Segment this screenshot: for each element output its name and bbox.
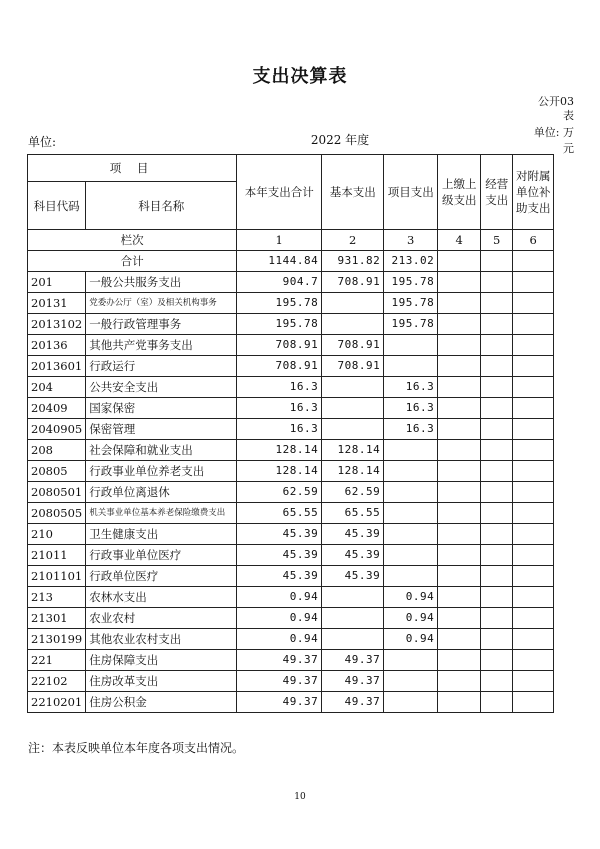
row-basic xyxy=(322,293,384,314)
row-total: 0.94 xyxy=(237,608,322,629)
row-basic xyxy=(322,587,384,608)
row-code: 21301 xyxy=(28,608,86,629)
row-code: 210 xyxy=(28,524,86,545)
table-row xyxy=(28,587,554,608)
row-subsidy xyxy=(513,524,554,545)
row-code: 2040905 xyxy=(28,419,86,440)
row-business xyxy=(481,650,513,671)
table-row xyxy=(28,440,554,461)
header-name: 科目名称 xyxy=(86,182,237,230)
row-upper xyxy=(438,545,481,566)
sum-basic: 931.82 xyxy=(322,251,384,272)
row-code: 2013102 xyxy=(28,314,86,335)
row-project: 195.78 xyxy=(384,314,438,335)
form-code: 公开03 xyxy=(538,95,574,108)
row-project xyxy=(384,545,438,566)
row-name: 行政事业单位医疗 xyxy=(86,545,237,566)
table-row xyxy=(28,356,554,377)
row-name: 其他共产党事务支出 xyxy=(86,335,237,356)
row-business xyxy=(481,356,513,377)
row-subsidy xyxy=(513,272,554,293)
row-basic: 708.91 xyxy=(322,335,384,356)
table-row xyxy=(28,545,554,566)
row-subsidy xyxy=(513,335,554,356)
row-basic: 49.37 xyxy=(322,650,384,671)
row-name: 保密管理 xyxy=(86,419,237,440)
row-business xyxy=(481,398,513,419)
row-total: 62.59 xyxy=(237,482,322,503)
row-subsidy xyxy=(513,398,554,419)
row-name: 行政事业单位养老支出 xyxy=(86,461,237,482)
row-basic: 49.37 xyxy=(322,671,384,692)
row-subsidy xyxy=(513,587,554,608)
header-item: 项 目 xyxy=(28,155,237,182)
row-business xyxy=(481,272,513,293)
header-upper xyxy=(438,155,481,230)
sum-upper xyxy=(438,251,481,272)
row-code: 20805 xyxy=(28,461,86,482)
row-basic: 708.91 xyxy=(322,272,384,293)
row-name: 卫生健康支出 xyxy=(86,524,237,545)
header-code: 科目代码 xyxy=(28,182,86,230)
form-code-suffix: 表 xyxy=(563,109,574,122)
table-row xyxy=(28,293,554,314)
row-total: 708.91 xyxy=(237,335,322,356)
row-code: 2080505 xyxy=(28,503,86,524)
row-basic xyxy=(322,629,384,650)
row-basic xyxy=(322,398,384,419)
row-name: 住房改革支出 xyxy=(86,671,237,692)
table-row xyxy=(28,419,554,440)
row-code: 20136 xyxy=(28,335,86,356)
row-upper xyxy=(438,272,481,293)
sum-subsidy xyxy=(513,251,554,272)
sum-project: 213.02 xyxy=(384,251,438,272)
table-row xyxy=(28,692,554,713)
table-row xyxy=(28,482,554,503)
row-code: 213 xyxy=(28,587,86,608)
row-upper xyxy=(438,293,481,314)
row-business xyxy=(481,314,513,335)
row-total: 708.91 xyxy=(237,356,322,377)
col-number: 4 xyxy=(438,230,481,251)
row-upper xyxy=(438,692,481,713)
row-code: 22102 xyxy=(28,671,86,692)
row-project: 0.94 xyxy=(384,608,438,629)
row-code: 2080501 xyxy=(28,482,86,503)
expenditure-table xyxy=(27,154,554,713)
row-upper xyxy=(438,335,481,356)
row-upper xyxy=(438,650,481,671)
row-subsidy xyxy=(513,314,554,335)
row-total: 195.78 xyxy=(237,314,322,335)
row-basic: 45.39 xyxy=(322,524,384,545)
page-title: 支出决算表 xyxy=(252,66,348,87)
row-total: 0.94 xyxy=(237,629,322,650)
col-number: 2 xyxy=(322,230,384,251)
col-number: 6 xyxy=(513,230,554,251)
row-basic xyxy=(322,419,384,440)
table-row xyxy=(28,629,554,650)
row-total: 195.78 xyxy=(237,293,322,314)
row-project: 195.78 xyxy=(384,272,438,293)
row-code: 2210201 xyxy=(28,692,86,713)
row-name: 农林水支出 xyxy=(86,587,237,608)
row-basic xyxy=(322,314,384,335)
row-total: 49.37 xyxy=(237,671,322,692)
sum-total: 1144.84 xyxy=(237,251,322,272)
row-subsidy xyxy=(513,650,554,671)
table-note: 注：本表反映单位本年度各项支出情况。 xyxy=(28,741,245,755)
header-business xyxy=(481,155,513,230)
row-subsidy xyxy=(513,482,554,503)
row-basic xyxy=(322,608,384,629)
row-total: 16.3 xyxy=(237,398,322,419)
col-number: 5 xyxy=(481,230,513,251)
row-upper xyxy=(438,314,481,335)
row-business xyxy=(481,671,513,692)
row-business xyxy=(481,608,513,629)
row-business xyxy=(481,587,513,608)
row-business xyxy=(481,629,513,650)
table-row xyxy=(28,314,554,335)
row-total: 16.3 xyxy=(237,419,322,440)
row-upper xyxy=(438,524,481,545)
row-upper xyxy=(438,566,481,587)
row-upper xyxy=(438,398,481,419)
row-subsidy xyxy=(513,503,554,524)
row-name: 一般公共服务支出 xyxy=(86,272,237,293)
row-basic xyxy=(322,377,384,398)
row-business xyxy=(481,440,513,461)
row-total: 128.14 xyxy=(237,440,322,461)
row-total: 904.7 xyxy=(237,272,322,293)
row-total: 45.39 xyxy=(237,524,322,545)
row-subsidy xyxy=(513,356,554,377)
row-project: 16.3 xyxy=(384,419,438,440)
row-name: 社会保障和就业支出 xyxy=(86,440,237,461)
row-project: 16.3 xyxy=(384,377,438,398)
row-total: 49.37 xyxy=(237,692,322,713)
row-total: 45.39 xyxy=(237,545,322,566)
row-business xyxy=(481,692,513,713)
row-business xyxy=(481,419,513,440)
row-basic: 65.55 xyxy=(322,503,384,524)
row-total: 16.3 xyxy=(237,377,322,398)
row-upper xyxy=(438,503,481,524)
row-code: 221 xyxy=(28,650,86,671)
row-total: 128.14 xyxy=(237,461,322,482)
row-code: 2101101 xyxy=(28,566,86,587)
row-upper xyxy=(438,671,481,692)
row-basic: 49.37 xyxy=(322,692,384,713)
row-code: 21011 xyxy=(28,545,86,566)
row-project xyxy=(384,671,438,692)
table-row xyxy=(28,566,554,587)
row-business xyxy=(481,461,513,482)
row-project: 0.94 xyxy=(384,587,438,608)
row-subsidy xyxy=(513,566,554,587)
row-upper xyxy=(438,629,481,650)
row-code: 20409 xyxy=(28,398,86,419)
row-total: 45.39 xyxy=(237,566,322,587)
currency-unit-suffix: 元 xyxy=(563,142,574,155)
header-subsidy-text: 对附属单位补助支出 xyxy=(515,169,551,215)
year-label: 2022 年度 xyxy=(310,133,370,147)
col-number: 3 xyxy=(384,230,438,251)
row-total: 0.94 xyxy=(237,587,322,608)
table-row xyxy=(28,377,554,398)
row-project xyxy=(384,461,438,482)
header-total: 本年支出合计 xyxy=(237,155,322,230)
row-project xyxy=(384,356,438,377)
table-row xyxy=(28,335,554,356)
row-project xyxy=(384,650,438,671)
row-subsidy xyxy=(513,629,554,650)
row-business xyxy=(481,293,513,314)
row-business xyxy=(481,482,513,503)
table-row xyxy=(28,461,554,482)
row-upper xyxy=(438,608,481,629)
row-business xyxy=(481,566,513,587)
row-basic: 128.14 xyxy=(322,461,384,482)
row-upper xyxy=(438,587,481,608)
row-project: 195.78 xyxy=(384,293,438,314)
sum-label: 合计 xyxy=(28,251,237,272)
row-subsidy xyxy=(513,608,554,629)
row-project: 16.3 xyxy=(384,398,438,419)
row-code: 204 xyxy=(28,377,86,398)
row-name: 一般行政管理事务 xyxy=(86,314,237,335)
header-business-text: 经营支出 xyxy=(485,177,509,207)
row-subsidy xyxy=(513,440,554,461)
header-basic: 基本支出 xyxy=(322,155,384,230)
table-row xyxy=(28,524,554,545)
row-code: 2013601 xyxy=(28,356,86,377)
row-name: 党委办公厅（室）及相关机构事务 xyxy=(86,293,237,314)
row-upper xyxy=(438,419,481,440)
row-name: 住房保障支出 xyxy=(86,650,237,671)
col-number: 1 xyxy=(237,230,322,251)
row-name: 公共安全支出 xyxy=(86,377,237,398)
row-project xyxy=(384,524,438,545)
col-number-label: 栏次 xyxy=(28,230,237,251)
row-subsidy xyxy=(513,461,554,482)
row-name: 行政单位医疗 xyxy=(86,566,237,587)
row-subsidy xyxy=(513,377,554,398)
row-code: 2130199 xyxy=(28,629,86,650)
row-name: 住房公积金 xyxy=(86,692,237,713)
row-basic: 708.91 xyxy=(322,356,384,377)
row-basic: 45.39 xyxy=(322,545,384,566)
row-name: 农业农村 xyxy=(86,608,237,629)
row-name: 其他农业农村支出 xyxy=(86,629,237,650)
row-upper xyxy=(438,440,481,461)
table-row xyxy=(28,503,554,524)
row-name: 机关事业单位基本养老保险缴费支出 xyxy=(86,503,237,524)
table-row xyxy=(28,608,554,629)
page-number: 10 xyxy=(294,792,306,802)
row-name: 行政运行 xyxy=(86,356,237,377)
row-business xyxy=(481,524,513,545)
row-subsidy xyxy=(513,545,554,566)
row-subsidy xyxy=(513,671,554,692)
table-row xyxy=(28,398,554,419)
row-project xyxy=(384,482,438,503)
row-name: 国家保密 xyxy=(86,398,237,419)
row-project xyxy=(384,566,438,587)
row-project xyxy=(384,692,438,713)
row-project: 0.94 xyxy=(384,629,438,650)
table-row xyxy=(28,671,554,692)
unit-label: 单位: xyxy=(28,135,57,149)
row-code: 208 xyxy=(28,440,86,461)
header-subsidy xyxy=(513,155,554,230)
table-row xyxy=(28,650,554,671)
sum-business xyxy=(481,251,513,272)
header-upper-text: 上缴上级支出 xyxy=(441,177,477,207)
row-subsidy xyxy=(513,692,554,713)
row-total: 65.55 xyxy=(237,503,322,524)
row-business xyxy=(481,503,513,524)
row-code: 201 xyxy=(28,272,86,293)
row-subsidy xyxy=(513,419,554,440)
row-code: 20131 xyxy=(28,293,86,314)
row-business xyxy=(481,377,513,398)
row-basic: 128.14 xyxy=(322,440,384,461)
table-row xyxy=(28,272,554,293)
row-upper xyxy=(438,482,481,503)
row-basic: 62.59 xyxy=(322,482,384,503)
header-project: 项目支出 xyxy=(384,155,438,230)
row-upper xyxy=(438,356,481,377)
row-name: 行政单位离退休 xyxy=(86,482,237,503)
currency-unit: 单位: 万 xyxy=(533,126,574,139)
row-project xyxy=(384,440,438,461)
row-upper xyxy=(438,377,481,398)
row-project xyxy=(384,503,438,524)
row-project xyxy=(384,335,438,356)
row-total: 49.37 xyxy=(237,650,322,671)
row-basic: 45.39 xyxy=(322,566,384,587)
row-business xyxy=(481,335,513,356)
row-upper xyxy=(438,461,481,482)
row-business xyxy=(481,545,513,566)
row-subsidy xyxy=(513,293,554,314)
